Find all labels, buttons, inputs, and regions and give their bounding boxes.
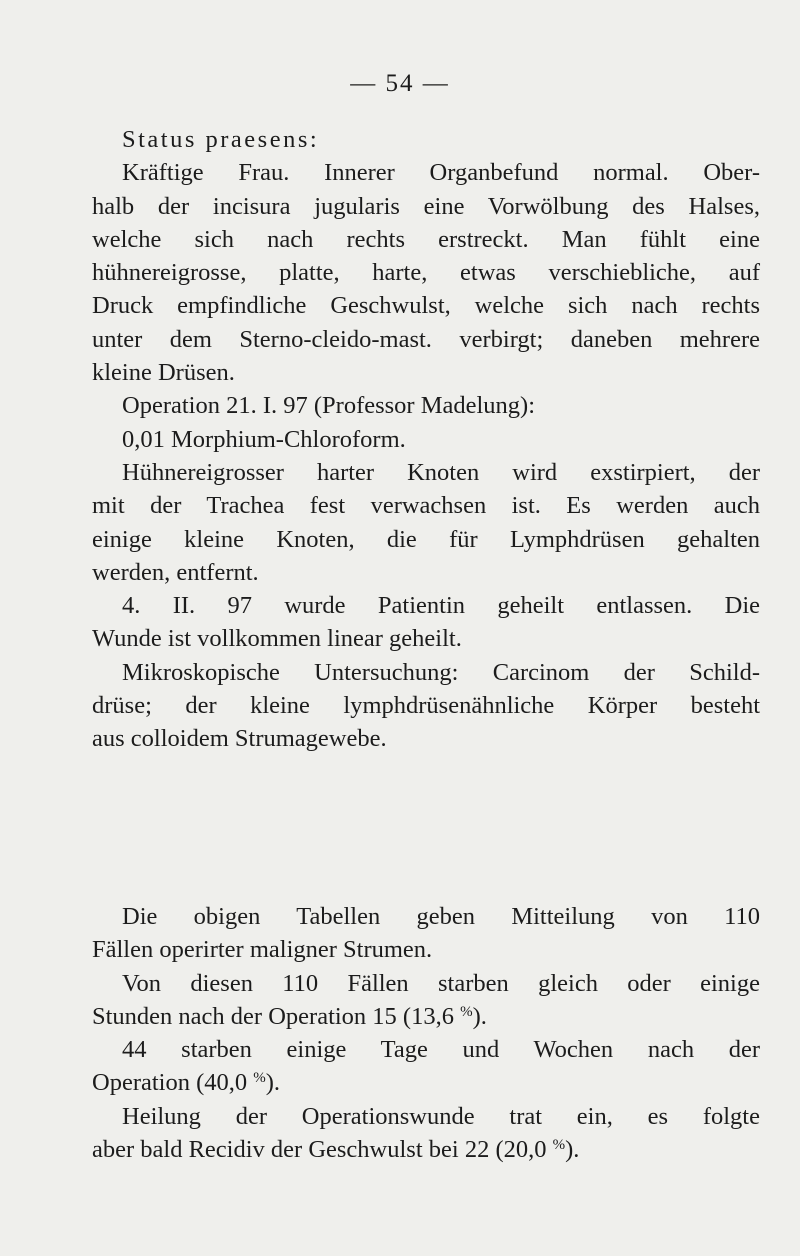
text-line: unter dem Sterno-cleido-mast. verbirgt; daneben mehrere [92, 325, 760, 353]
text-line: Kräftige Frau. Innerer Organbefund normal. Ober- [122, 159, 760, 187]
summary-section [92, 900, 760, 1166]
text-line [92, 1066, 760, 1099]
text-line: 44 starben einige Tage und Wochen nach der [122, 1036, 760, 1064]
text-line: drüse; der kleine lymphdrüsenähnliche Körper besteht [92, 692, 760, 720]
text-fragment: ). [265, 1069, 281, 1097]
section-heading: Status praesens: [122, 126, 320, 153]
text-line: Druck empfindliche Geschwulst, welche sich nach rechts [92, 292, 760, 320]
text-line: aus colloidem Strumagewebe. [92, 725, 387, 753]
text-line: Heilung der Operationswunde trat ein, es folgte [122, 1102, 760, 1130]
text-line: halb der incisura jugularis eine Vorwölbung des Halses, [92, 192, 760, 220]
text-line: einige kleine Knoten, die für Lymphdrüsen gehalten [92, 525, 760, 553]
text-line: welche sich nach rechts erstreckt. Man fühlt eine [92, 225, 760, 253]
text-fragment: ). [472, 1002, 487, 1030]
text-fragment: ). [565, 1136, 580, 1164]
text-line: Die obigen Tabellen geben Mitteilung von 110 [122, 903, 760, 930]
text-line: Wunde ist vollkommen linear geheilt. [92, 625, 462, 653]
percent-sign: % [552, 1137, 566, 1154]
text-fragment: Operation (40,0 [92, 1069, 254, 1097]
text-line [92, 1133, 760, 1166]
anesthesia-line: 0,01 Morphium-Chloroform. [122, 425, 406, 453]
text-line: Mikroskopische Untersuchung: Carcinom der Schild- [122, 658, 760, 686]
text-fragment: Stunden nach der Operation 15 (13,6 [92, 1002, 461, 1030]
text-line [92, 1000, 760, 1033]
text-line: kleine Drüsen. [92, 359, 235, 387]
text-line: Hühnereigrosser harter Knoten wird exstirpiert, der [122, 458, 760, 486]
text-line: mit der Trachea fest verwachsen ist. Es werden auch [92, 492, 760, 520]
text-line: 4. II. 97 wurde Patientin geheilt entlassen. Die [122, 592, 760, 620]
text-line: hühnereigrosse, platte, harte, etwas verschiebliche, auf [92, 259, 760, 287]
percent-sign: % [253, 1070, 266, 1087]
page-number: — 54 — [350, 70, 450, 97]
percent-sign: % [460, 1003, 473, 1020]
operation-line: Operation 21. I. 97 (Professor Madelung): [122, 392, 536, 420]
case-report-section [92, 123, 760, 756]
text-line: Fällen operirter maligner Strumen. [92, 936, 433, 964]
text-fragment: aber bald Recidiv der Geschwulst bei 22 (20,0 [92, 1136, 553, 1164]
text-line: werden, entfernt. [92, 558, 259, 586]
text-line: Von diesen 110 Fällen starben gleich oder einige [122, 969, 760, 997]
